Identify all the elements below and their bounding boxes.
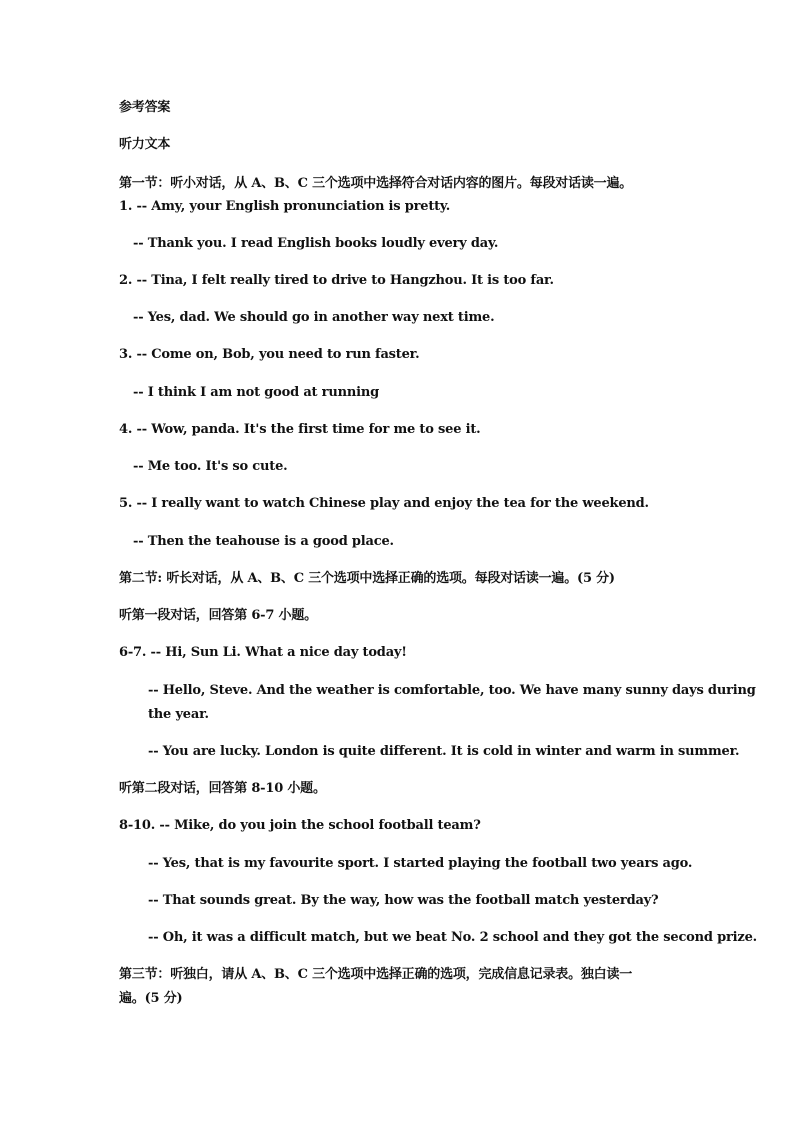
- page-title: 参考答案: [119, 100, 171, 115]
- dialog2-line: -- Yes, that is my favourite sport. I started playing the football two years ago.: [148, 856, 693, 871]
- section3-heading: 第三节：听独白，请从 A、B、C 三个选项中选择正确的选项，完成信息记录表。独白读一: [119, 967, 633, 982]
- dialog-line-a3: -- I think I am not good at running: [133, 385, 379, 400]
- dialog-line-a4: -- Me too. It's so cute.: [133, 459, 288, 474]
- section3-heading-continued: 遍。(5 分): [119, 991, 183, 1006]
- page-subtitle: 听力文本: [119, 137, 171, 152]
- dialog-line-q2: 2. -- Tina, I felt really tired to drive to Hangzhou. It is too far.: [119, 273, 554, 288]
- dialog-line-a2: -- Yes, dad. We should go in another way next time.: [133, 310, 495, 325]
- dialog-line-q4: 4. -- Wow, panda. It's the first time for me to see it.: [119, 422, 481, 437]
- dialog2-line: -- That sounds great. By the way, how was the football match yesterday?: [148, 893, 659, 908]
- dialog-line-a5: -- Then the teahouse is a good place.: [133, 534, 394, 549]
- dialog1-line-continued: the year.: [148, 707, 209, 722]
- dialog-line-q5: 5. -- I really want to watch Chinese play and enjoy the tea for the weekend.: [119, 496, 649, 511]
- dialog2-intro: 听第二段对话，回答第 8-10 小题。: [119, 781, 326, 796]
- dialog1-line: 6-7. -- Hi, Sun Li. What a nice day today!: [119, 645, 407, 660]
- dialog1-line: -- Hello, Steve. And the weather is comfortable, too. We have many sunny days during: [148, 683, 756, 698]
- dialog2-line: 8-10. -- Mike, do you join the school football team?: [119, 818, 481, 833]
- dialog-line-q1: 1. -- Amy, your English pronunciation is pretty.: [119, 199, 451, 214]
- dialog-line-q3: 3. -- Come on, Bob, you need to run faster.: [119, 347, 420, 362]
- dialog2-line: -- Oh, it was a difficult match, but we beat No. 2 school and they got the second prize.: [148, 930, 757, 945]
- dialog-line-a1: -- Thank you. I read English books loudly every day.: [133, 236, 499, 251]
- section2-heading: 第二节: 听长对话，从 A、B、C 三个选项中选择正确的选项。每段对话读一遍。(5 分): [119, 571, 615, 586]
- dialog1-intro: 听第一段对话，回答第 6-7 小题。: [119, 608, 317, 623]
- section1-heading: 第一节：听小对话，从 A、B、C 三个选项中选择符合对话内容的图片。每段对话读一遍。: [119, 176, 633, 191]
- dialog1-line: -- You are lucky. London is quite different. It is cold in winter and warm in summer.: [148, 744, 740, 759]
